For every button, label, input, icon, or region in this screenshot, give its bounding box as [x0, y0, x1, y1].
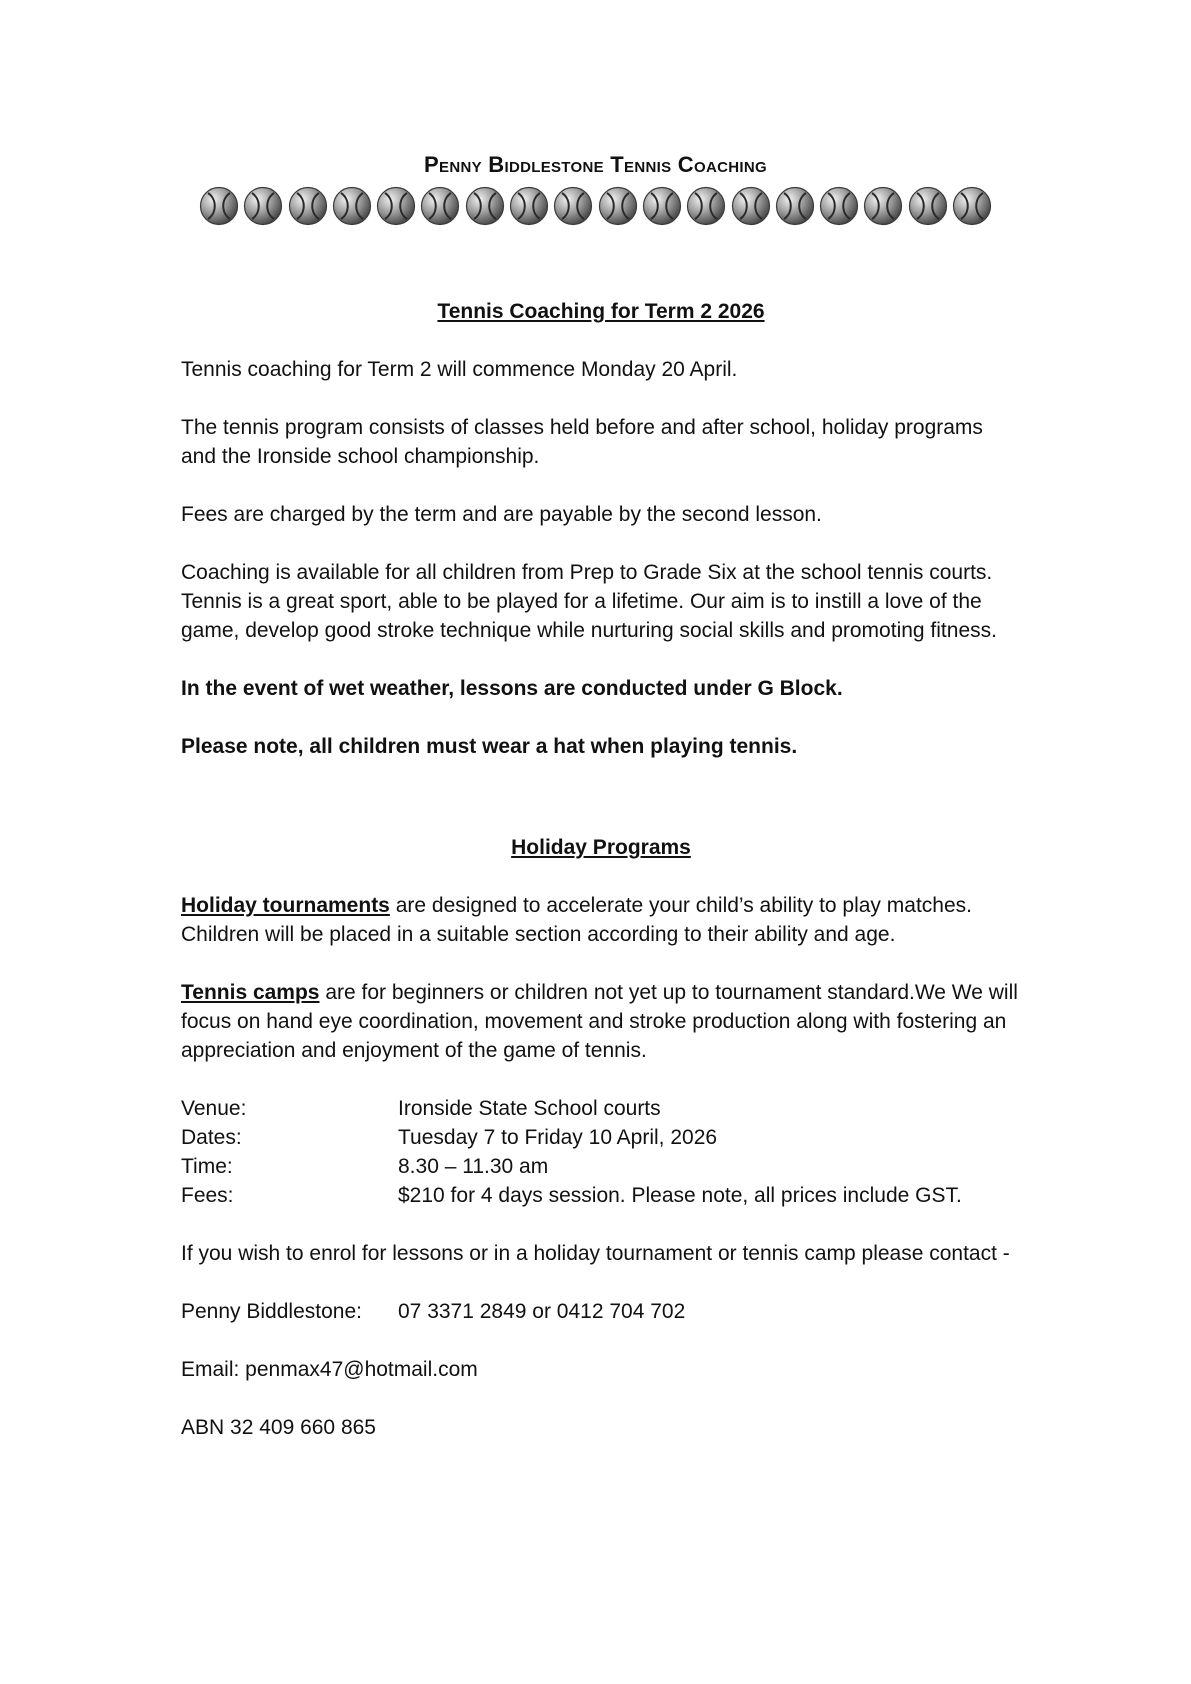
detail-label: Fees:	[181, 1184, 234, 1207]
detail-label: Dates:	[181, 1126, 242, 1149]
detail-value: Tuesday 7 to Friday 10 April, 2026	[398, 1126, 718, 1149]
tennis-ball-icon	[863, 186, 903, 226]
tennis-ball-icon	[199, 186, 239, 226]
abn-text: ABN 32 409 660 865	[181, 1416, 376, 1439]
tennis-ball-icon	[819, 186, 859, 226]
detail-value: $210 for 4 days session. Please note, all prices include GST.	[398, 1184, 962, 1207]
page-title: Penny Biddlestone Tennis Coaching	[424, 152, 767, 177]
tennis-camps-text: are for beginners or children not yet up to tournament standard.We We will focus on hand eye coordination, movement and stroke production along with fostering an appreciation and enjoyment of the game of tennis.	[181, 981, 1018, 1062]
main-content	[181, 297, 1021, 1471]
tennis-camps-paragraph	[181, 978, 1021, 1065]
detail-value: Ironside State School courts	[398, 1097, 661, 1120]
detail-label: Venue:	[181, 1097, 247, 1120]
tennis-ball-icon	[553, 186, 593, 226]
program-description: The tennis program consists of classes held before and after school, holiday programs and the Ironside school championship.	[181, 416, 983, 468]
coaching-description: Coaching is available for all children from Prep to Grade Six at the school tennis courts. Tennis is a great sport, able to be played for a lifetime. Our aim is to instill a love of the game, develop good stroke technique while nurturing social skills and promoting fitness.	[181, 561, 997, 642]
hat-note: Please note, all children must wear a hat when playing tennis.	[181, 735, 798, 758]
wet-weather-note: In the event of wet weather, lessons are conducted under G Block.	[181, 677, 843, 700]
contact-phone: 07 3371 2849 or 0412 704 702	[398, 1300, 686, 1323]
fees-text: Fees are charged by the term and are payable by the second lesson.	[181, 503, 822, 526]
tennis-ball-icon	[243, 186, 283, 226]
contact-intro: If you wish to enrol for lessons or in a holiday tournament or tennis camp please contact -	[181, 1242, 1010, 1265]
contact-email: Email: penmax47@hotmail.com	[181, 1358, 478, 1381]
tennis-ball-icon	[465, 186, 505, 226]
detail-row-fees	[181, 1181, 1021, 1210]
holiday-tournaments-paragraph	[181, 891, 1021, 949]
holiday-details	[181, 1094, 1021, 1210]
tennis-ball-icon	[686, 186, 726, 226]
tennis-ball-icon	[288, 186, 328, 226]
tennis-ball-icon	[952, 186, 992, 226]
contact-name: Penny Biddlestone:	[181, 1300, 362, 1323]
detail-row-venue	[181, 1094, 1021, 1123]
detail-value: 8.30 – 11.30 am	[398, 1155, 549, 1178]
tennis-ball-icon	[775, 186, 815, 226]
holiday-tournaments-label: Holiday tournaments	[181, 894, 390, 917]
holiday-heading: Holiday Programs	[511, 836, 691, 859]
holiday-tournaments-text: are designed to accelerate your child’s ability to play matches. Children will be placed in a suitable section according to their ability and age.	[181, 894, 972, 946]
tennis-ball-icon	[598, 186, 638, 226]
tennis-ball-border	[199, 186, 992, 226]
detail-row-dates	[181, 1123, 1021, 1152]
tennis-camps-label: Tennis camps	[181, 981, 320, 1004]
term-commence-text: Tennis coaching for Term 2 will commence Monday 20 April.	[181, 358, 738, 381]
tennis-ball-icon	[376, 186, 416, 226]
tennis-ball-icon	[420, 186, 460, 226]
contact-phone-row	[181, 1297, 1021, 1326]
tennis-ball-icon	[642, 186, 682, 226]
tennis-ball-icon	[908, 186, 948, 226]
tennis-ball-icon	[731, 186, 771, 226]
detail-row-time	[181, 1152, 1021, 1181]
detail-label: Time:	[181, 1155, 233, 1178]
tennis-ball-icon	[509, 186, 549, 226]
tennis-ball-icon	[332, 186, 372, 226]
term-heading: Tennis Coaching for Term 2 2026	[437, 300, 765, 323]
